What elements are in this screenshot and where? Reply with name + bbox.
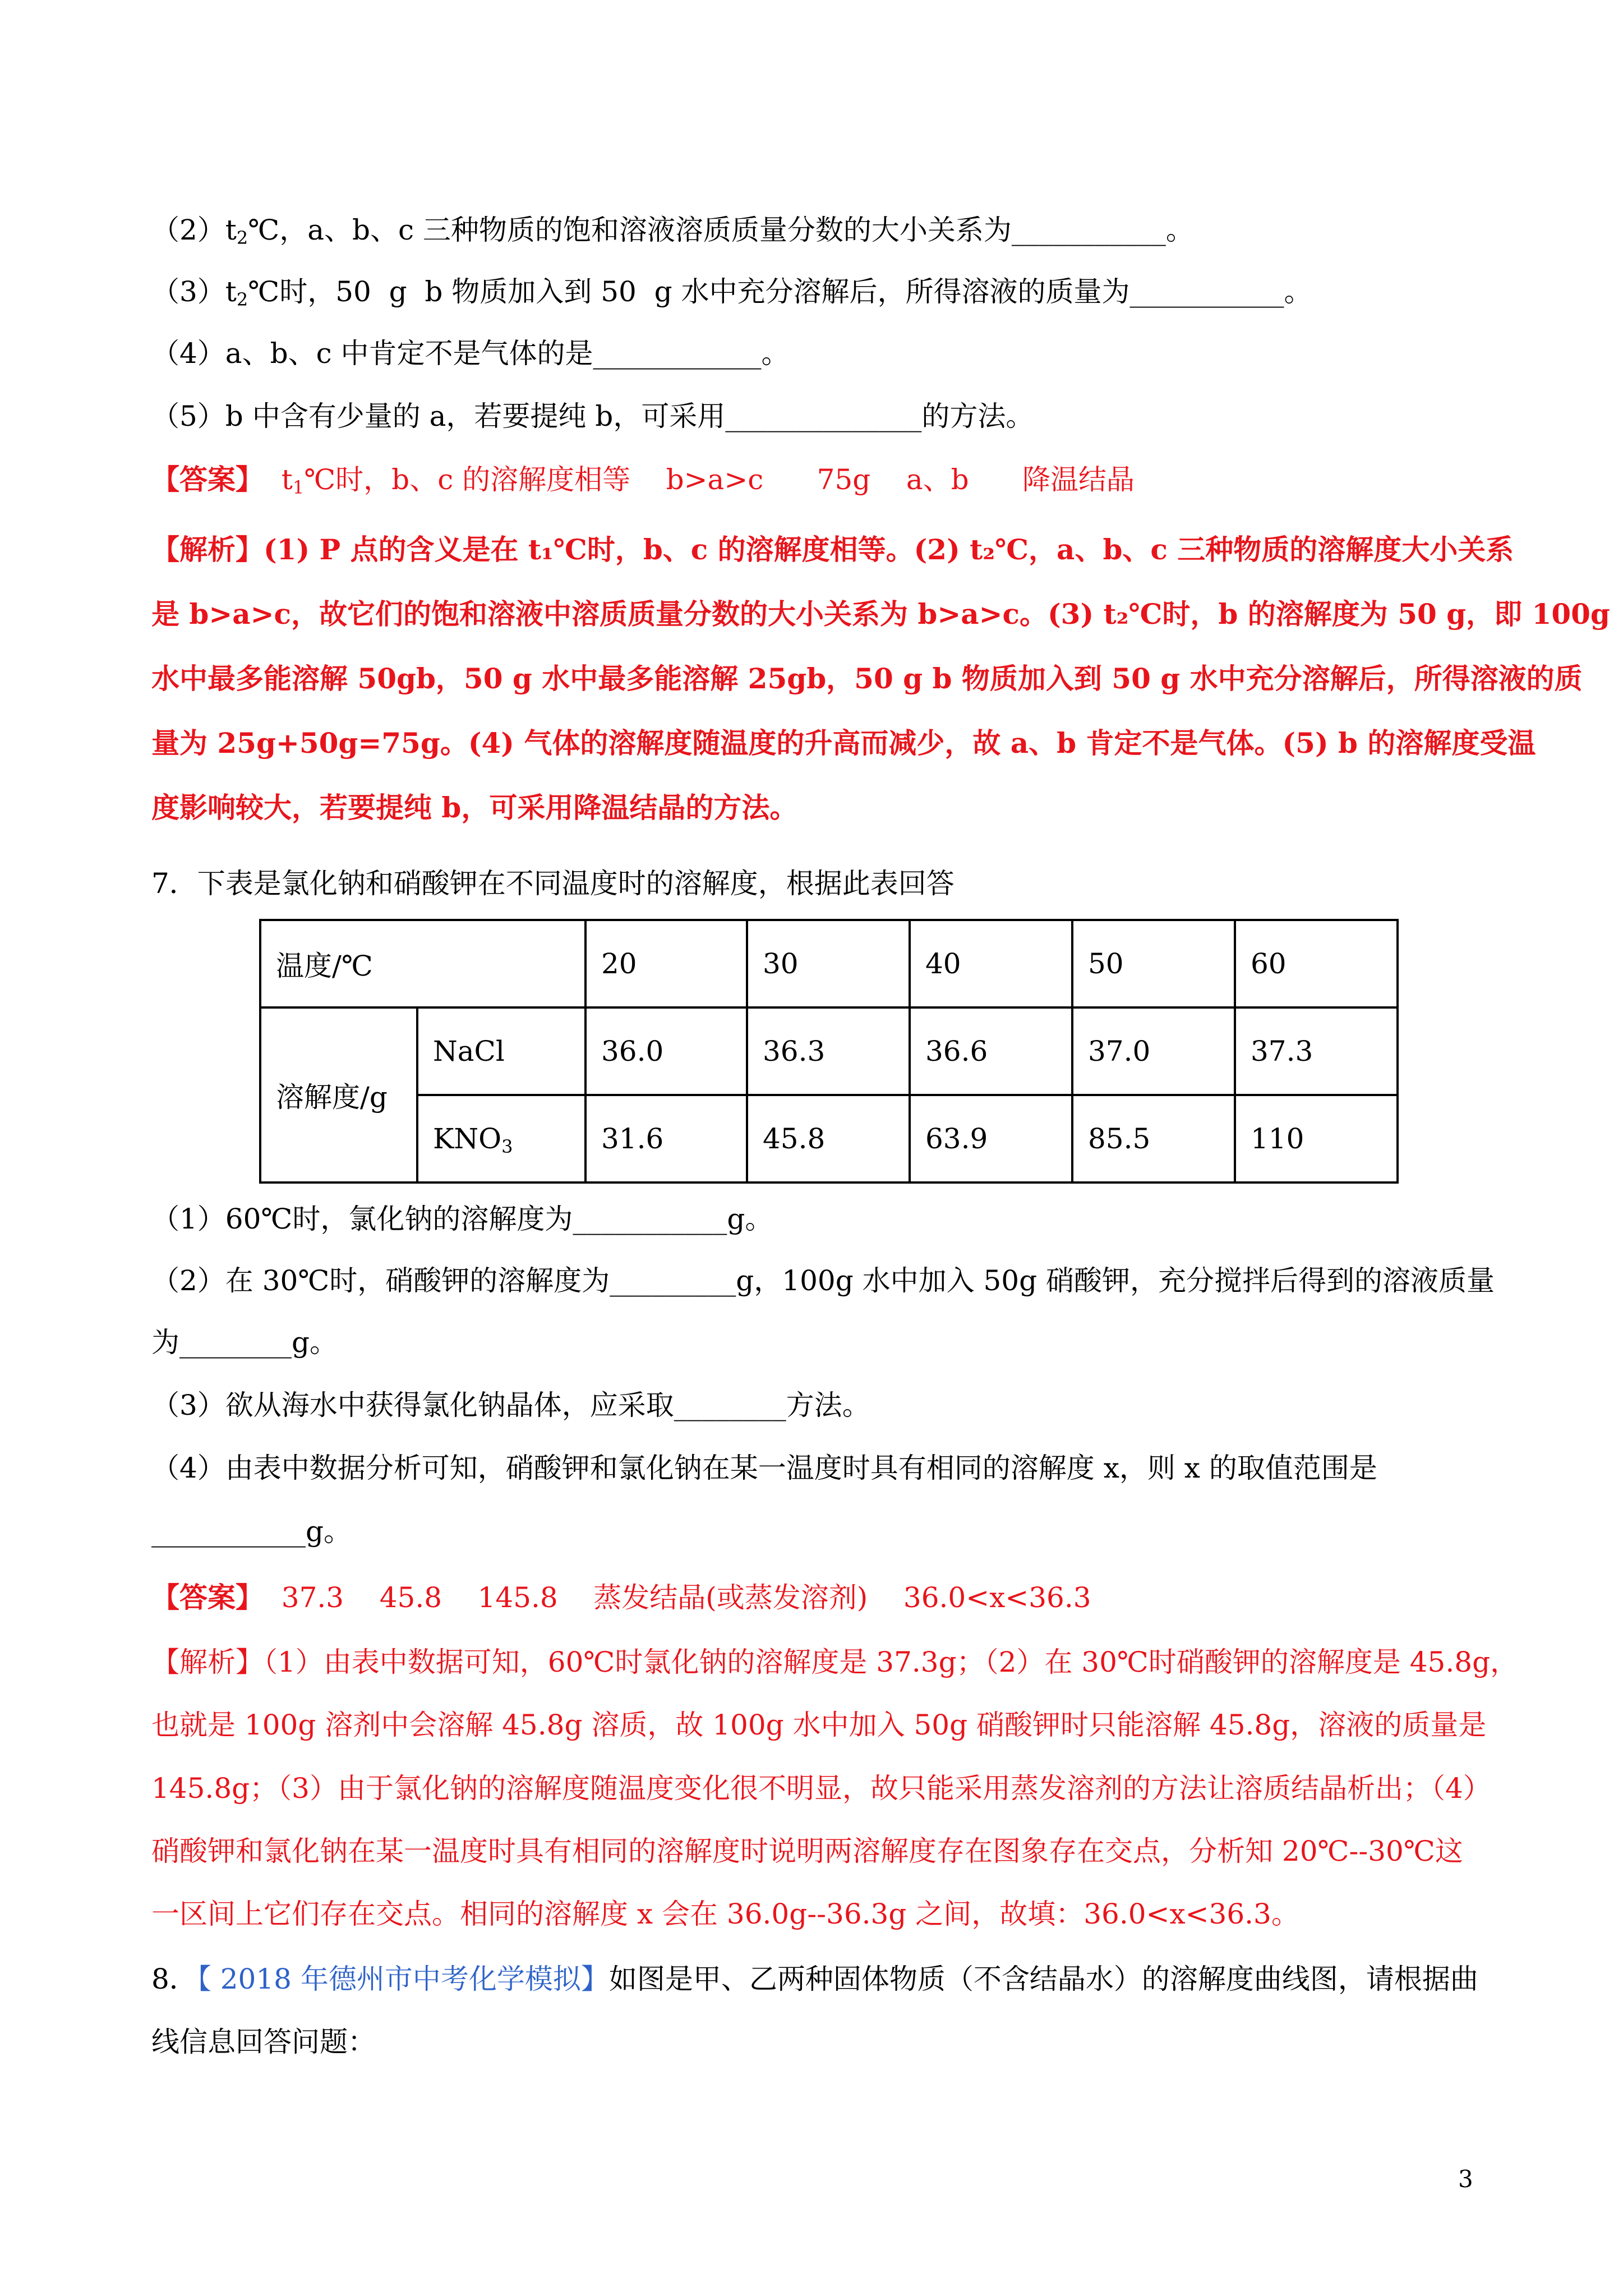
q6-sub2: $(2)t_2℃$，a、b、c 三种物质的饱和溶液溶质质量分数的大小关系为___________。 bbox=[151, 214, 1194, 249]
table-cell: 36.3 bbox=[747, 1007, 910, 1095]
q7-analysis-line-2: 也就是 100g 溶剂中会溶解 45.8g 溶质，故 100g 水中加入 50g 硝酸钾时只能溶解 45.8g，溶液的质量是 bbox=[151, 1709, 1487, 1741]
q7-sub2-line-1: （2）在 30℃时，硝酸钾的溶解度为_________g，100g 水中加入 50g 硝酸钾，充分搅拌后得到的溶液质量 bbox=[151, 1264, 1495, 1297]
table-cell: 36.6 bbox=[910, 1007, 1072, 1095]
q6-analysis-line-5: 度影响较大，若要提纯 b，可采用降温结晶的方法。 bbox=[151, 791, 798, 824]
table-temp: 30 bbox=[747, 920, 910, 1007]
q6-sub4: （4）a、b、c 中肯定不是气体的是____________。 bbox=[151, 337, 790, 370]
table-cell: 85.5 bbox=[1072, 1095, 1235, 1182]
table-header-label: 温度/℃ bbox=[260, 920, 585, 1007]
table-row-label: 溶解度/g bbox=[260, 1007, 417, 1182]
q6-analysis-line-1: 【解析】(1) P 点的含义是在 t₁℃时，b、c 的溶解度相等。(2) t₂℃，a、b、c 三种物质的溶解度大小关系 bbox=[151, 533, 1514, 566]
q6-analysis-line-4: 量为 25g+50g=75g。(4) 气体的溶解度随温度的升高而减少，故 a、b 肯定不是气体。(5) b 的溶解度受温 bbox=[151, 726, 1536, 760]
table-cell: 37.3 bbox=[1235, 1007, 1398, 1095]
q8-stem-line-2: 线信息回答问题： bbox=[151, 2026, 376, 2058]
table-cell: 31.6 bbox=[585, 1095, 747, 1182]
q6-answer: 【答案】 $t_1℃$时，b、c 的溶解度相等 b>a>c 75g a、b 降温结晶 bbox=[151, 463, 1135, 498]
q7-analysis-line-5: 一区间上它们存在交点。相同的溶解度 x 会在 36.0g--36.3g 之间，故填：36.0<x<36.3。 bbox=[151, 1898, 1299, 1930]
q7-sub2-line-2: 为________g。 bbox=[151, 1326, 338, 1359]
page-number: 3 bbox=[1458, 2165, 1473, 2193]
q7-sub1: （1）60℃时，氯化钠的溶解度为___________g。 bbox=[151, 1203, 773, 1235]
q8-stem-line-1: 8．【 2018 年德州市中考化学模拟】如图是甲、乙两种固体物质（不含结晶水）的溶解度曲线图，请根据曲 bbox=[151, 1963, 1478, 1995]
q7-sub3: （3）欲从海水中获得氯化钠晶体，应采取________方法。 bbox=[151, 1389, 870, 1421]
q6-sub3: $(3)t_2℃$时，50 g b 物质加入到 50 g 水中充分溶解后，所得溶液的质量为___________。 bbox=[151, 275, 1312, 310]
q8-source: 【 2018 年德州市中考化学模拟】 bbox=[197, 1963, 609, 1995]
table-row bbox=[260, 1095, 1398, 1182]
table-temp: 50 bbox=[1072, 920, 1235, 1007]
q7-sub4-line-1: （4）由表中数据分析可知，硝酸钾和氯化钠在某一温度时具有相同的溶解度 x，则 x 的取值范围是 bbox=[151, 1452, 1377, 1484]
q7-answer: 【答案】 37.3 45.8 145.8 蒸发结晶(或蒸发溶剂) 36.0<x<36.3 bbox=[151, 1581, 1091, 1614]
table-temp: 20 bbox=[585, 920, 747, 1007]
q7-analysis-line-1: 【解析】（1）由表中数据可知，60℃时氯化钠的溶解度是 37.3g；（2）在 30℃时硝酸钾的溶解度是 45.8g， bbox=[151, 1646, 1519, 1678]
q6-analysis-line-2: 是 b>a>c，故它们的饱和溶液中溶质质量分数的大小关系为 b>a>c。(3) t₂℃时，b 的溶解度为 50 g，即 100g bbox=[151, 597, 1610, 631]
table-cell: 37.0 bbox=[1072, 1007, 1235, 1095]
q7-sub4-line-2: ___________g。 bbox=[151, 1515, 352, 1548]
table-temp: 60 bbox=[1235, 920, 1398, 1007]
q7-analysis-line-4: 硝酸钾和氯化钠在某一温度时具有相同的溶解度时说明两溶解度存在图象存在交点，分析知 20℃--30℃这 bbox=[151, 1835, 1463, 1867]
q6-analysis-line-3: 水中最多能溶解 50gb，50 g 水中最多能溶解 25gb，50 g b 物质加入到 50 g 水中充分溶解后，所得溶液的质 bbox=[151, 662, 1583, 695]
table-cell: 36.0 bbox=[585, 1007, 747, 1095]
table-cell: 63.9 bbox=[910, 1095, 1072, 1182]
table-substance: $KNO_3$ bbox=[417, 1095, 585, 1182]
table-header-row bbox=[260, 920, 1398, 1007]
table-temp: 40 bbox=[910, 920, 1072, 1007]
q6-sub5: （5）b 中含有少量的 a，若要提纯 b，可采用______________的方法。 bbox=[151, 400, 1034, 432]
q7-stem: 7．下表是氯化钠和硝酸钾在不同温度时的溶解度，根据此表回答 bbox=[151, 867, 955, 900]
table-cell: 110 bbox=[1235, 1095, 1398, 1182]
q7-analysis-line-3: 145.8g；（3）由于氯化钠的溶解度随温度变化很不明显，故只能采用蒸发溶剂的方法让溶质结晶析出；（4） bbox=[151, 1772, 1491, 1805]
table-substance: NaCl bbox=[417, 1007, 585, 1095]
table-row bbox=[260, 1007, 1398, 1095]
table-cell: 45.8 bbox=[747, 1095, 910, 1182]
solubility-table bbox=[259, 919, 1399, 1184]
